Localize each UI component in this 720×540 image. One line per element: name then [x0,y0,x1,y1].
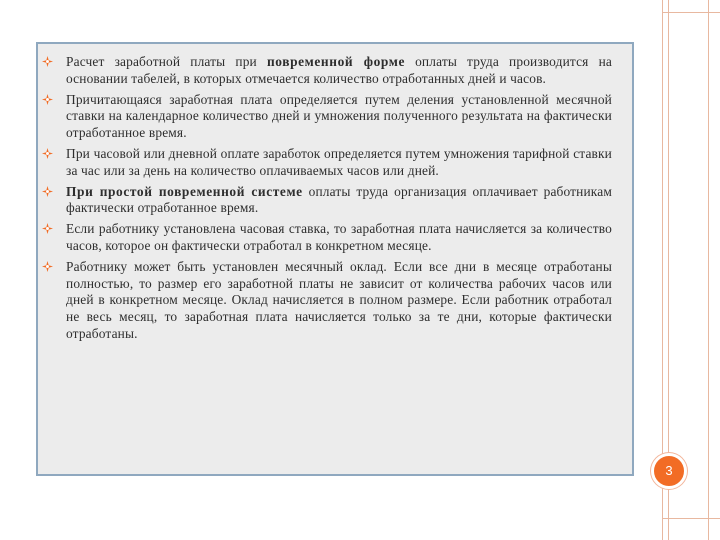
bullet-text-bold: При простой повременной системе [66,183,303,199]
bullet-text [66,259,612,343]
bullet-item [66,221,612,255]
bullet-text [66,146,612,180]
diamond-flower-icon [42,94,53,105]
bullet-text-plain: Работнику может быть установлен месячный оклад. Если все дни в месяце отработаны полностью, то размер его заработной платы не зависит от количества рабочих часов или дней в конкретном месяце. Оклад начисляется в полном размере. Если работник отработал не весь месяц, то заработная плата начисляется только за те дни, которые фактически отработаны. [66,258,612,341]
diamond-flower-icon [42,223,53,234]
decorative-rule-horizontal-1 [662,12,720,13]
page-number-badge: 3 [651,453,687,489]
bullet-item [66,184,612,218]
bullet-item [66,92,612,142]
bullet-text-bold: повременной форме [266,54,405,69]
bullet-text-plain: При часовой или дневной оплате заработок определяется путем умножения тарифной ставки за час или за день на количество оплачиваемых часов или дней. [66,145,612,178]
decorative-rule-vertical-3 [708,0,709,540]
bullet-item [66,259,612,343]
bullet-text [66,92,612,142]
bullet-text-plain: оплаты труда организация оплачивает работникам фактически отработанное время. [66,183,612,216]
diamond-flower-icon [42,56,53,67]
bullet-text-plain: Причитающаяся заработная плата определяется путем деления установленной месячной ставки на календарное количество дней и умножения полученного результата на фактически отработанное время. [66,91,612,141]
diamond-flower-icon [42,148,53,159]
bullet-item [66,54,612,88]
bullet-text-plain: оплаты труда производится на основании табелей, в которых отмечается количество отработанных дней и часов. [66,54,612,86]
content-panel [36,42,634,476]
diamond-flower-icon [42,186,53,197]
bullet-text-plain: Если работнику установлена часовая ставка, то заработная плата начисляется за количество часов, которое он фактически отработал в конкретном месяце. [66,221,612,253]
bullet-text-plain: Расчет заработной платы при [66,54,267,69]
bullet-text [66,54,612,88]
bullet-text [66,221,612,255]
decorative-rule-horizontal-2 [662,518,720,519]
bullet-text [66,184,612,218]
diamond-flower-icon [42,261,53,272]
bullet-list [66,54,612,343]
bullet-item [66,146,612,180]
